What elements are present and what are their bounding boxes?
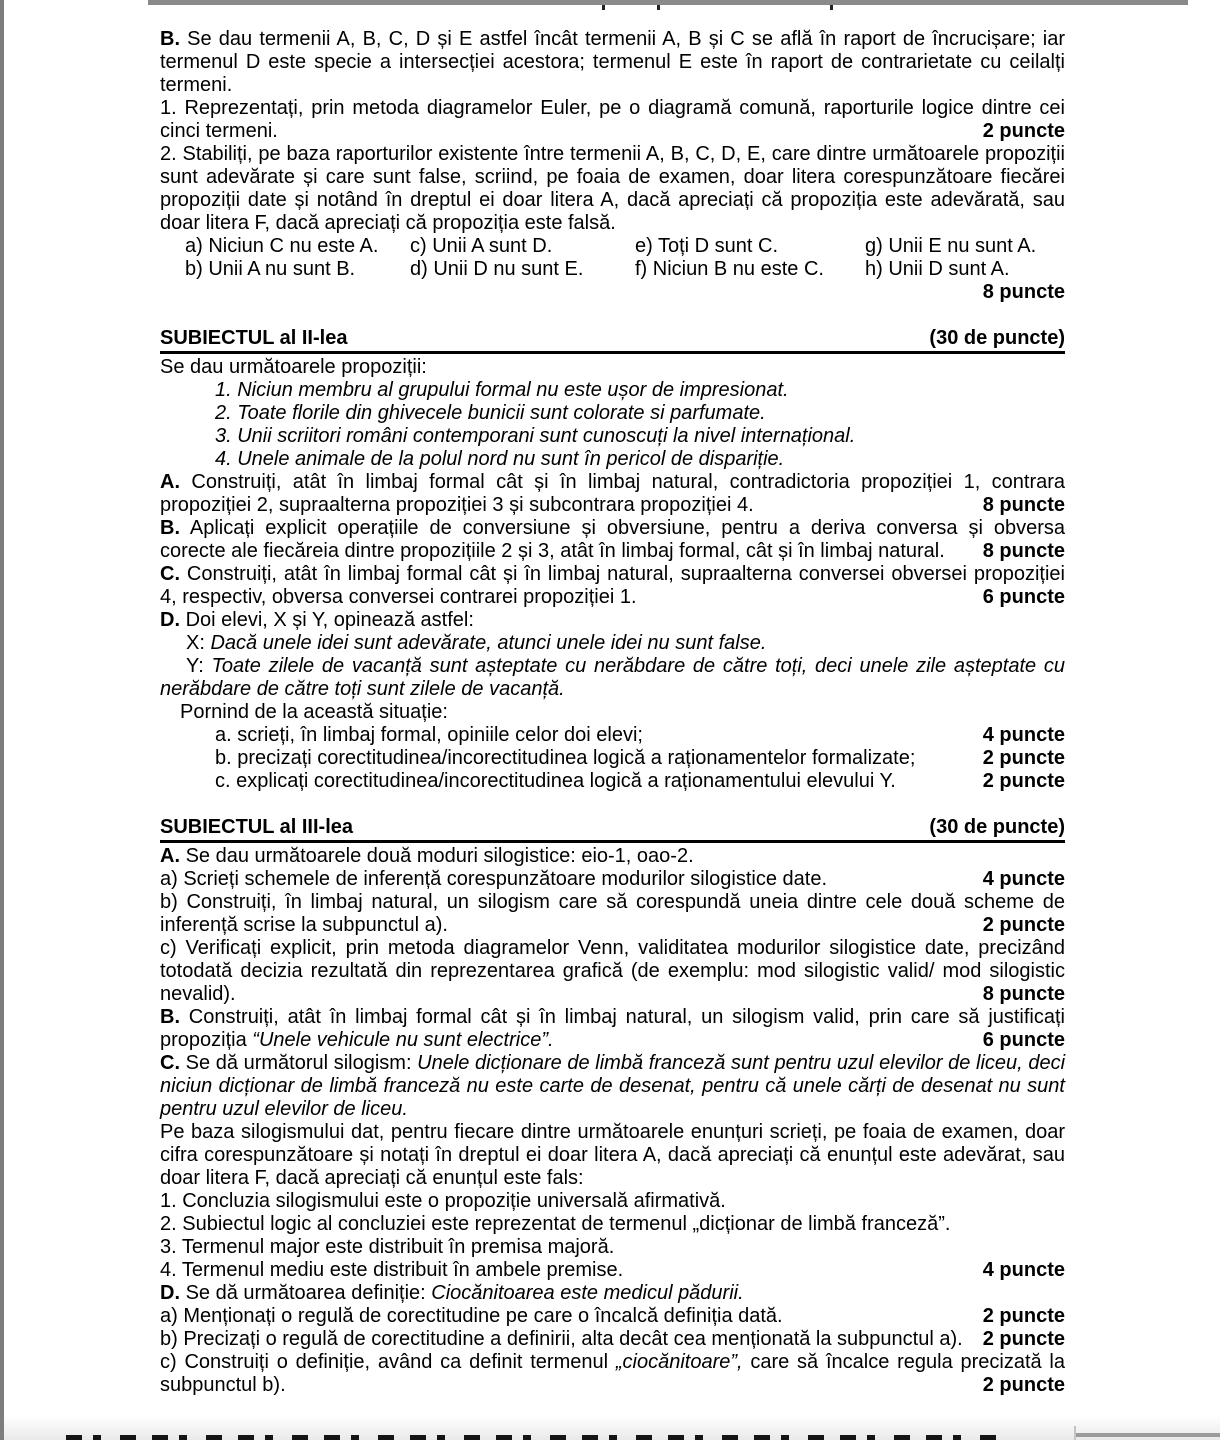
task-paragraph-IIA bbox=[160, 471, 1065, 517]
next-page-clipped-text bbox=[66, 1435, 1006, 1440]
points-badge: 6 puncte bbox=[982, 586, 1065, 608]
opinion-text: Dacă unele idei sunt adevărate, atunci unele idei nu sunt false. bbox=[210, 632, 767, 654]
points-badge: 2 puncte bbox=[982, 1328, 1065, 1350]
option-e: e) Toți D sunt C. bbox=[635, 235, 779, 257]
quoted-definition: Ciocănitoarea este medicul pădurii. bbox=[431, 1282, 744, 1304]
task-text: Construiți, atât în limbaj formal cât și în limbaj natural, un silogism valid, prin care să justificați propoziția bbox=[160, 1006, 1066, 1051]
subtask-text: care să încalce regula precizată la subpunctul b). bbox=[160, 1351, 1065, 1396]
instruction-paragraph: Pe baza silogismului dat, pentru fiecare dintre următoarele enunțuri scrieți, pe foaia de examen, doar cifra corespunzătoare și notați în dreptul ei doar litera A, dacă apreciați că enunțul este adevărat, sau doar litera F, dacă apreciați că enunțul este fals: bbox=[160, 1121, 1065, 1189]
statement-2 bbox=[160, 1213, 1065, 1236]
subtask-text: b) Construiți, în limbaj natural, un silogism care să corespundă uneia dintre cele două scheme de inferență scrise la subpunctul a). bbox=[160, 891, 1065, 936]
subtask-text: a) Scrieți schemele de inferență corespunzătoare modurilor silogistice date. bbox=[160, 868, 828, 890]
opinion-text: Toate zilele de vacanță sunt așteptate cu nerăbdare de către toți, deci unele zile așteptate cu nerăbdare de către toți sunt zilele de vacanță. bbox=[160, 655, 1065, 700]
task-label: D. bbox=[160, 609, 180, 631]
task-paragraph-IIIB bbox=[160, 1006, 1065, 1052]
proposition-item-2: 2. Toate florile din ghivecele bunicii sunt colorate si parfumate. bbox=[215, 402, 766, 424]
task-text: Se dă următoarea definiție: bbox=[185, 1282, 432, 1304]
points-badge: 8 puncte bbox=[982, 540, 1065, 562]
section-header-III bbox=[160, 816, 1065, 843]
points-badge: 2 puncte bbox=[982, 770, 1065, 792]
option-h: h) Unii D sunt A. bbox=[865, 258, 1010, 280]
option-d: d) Unii D nu sunt E. bbox=[410, 258, 584, 280]
points-badge: 8 puncte bbox=[982, 281, 1065, 303]
task-paragraph-IIIC bbox=[160, 1052, 1065, 1121]
proposition-item-4: 4. Unele animale de la polul nord nu sunt în pericol de dispariție. bbox=[215, 448, 785, 470]
section-points: (30 de puncte) bbox=[929, 816, 1065, 838]
subtask-text: a) Menționați o regulă de corectitudine pe care o încalcă definiția dată. bbox=[160, 1305, 783, 1327]
task-paragraph-IB1 bbox=[160, 97, 1065, 143]
statement-1 bbox=[160, 1190, 1065, 1213]
quoted-term: „ciocănitoare”, bbox=[615, 1351, 743, 1373]
opinion-x bbox=[160, 632, 1065, 655]
clipped-table-tick bbox=[830, 5, 833, 10]
quoted-syllogism: Unele dicționare de limbă franceză sunt pentru uzul elevilor de liceu, deci niciun dicționar de limbă franceză nu este carte de desenat, pentru că unele cărți de desenat nu sunt pentru uzul elevilor de liceu. bbox=[160, 1052, 1066, 1120]
subtask-text: c) Construiți o definiție, având ca definit termenul bbox=[160, 1351, 616, 1373]
task-label: A. bbox=[160, 845, 180, 867]
opinion-label: X: bbox=[186, 632, 205, 654]
opinion-label: Y: bbox=[186, 655, 204, 677]
points-badge: 2 puncte bbox=[982, 747, 1065, 769]
option-c: c) Unii A sunt D. bbox=[410, 235, 553, 257]
situation-line: Pornind de la această situație: bbox=[180, 701, 448, 723]
task-label: D. bbox=[160, 1282, 180, 1304]
task-paragraph-IB2 bbox=[160, 143, 1065, 235]
task-text: Se dau următoarele două moduri silogistice: eio-1, oao-2. bbox=[185, 845, 694, 867]
task-label: C. bbox=[160, 1052, 180, 1074]
subtask-IIIDb bbox=[160, 1328, 1065, 1351]
section-intro bbox=[160, 356, 1065, 379]
statement-3 bbox=[160, 1236, 1065, 1259]
subtask-IIIDa bbox=[160, 1305, 1065, 1328]
points-badge: 8 puncte bbox=[982, 494, 1065, 516]
task-text: Construiți, atât în limbaj formal cât și în limbaj natural, contradictoria propoziției 1, contrara propoziției 2, supraalterna propoziției 3 și subcontrara propoziției 4. bbox=[160, 471, 1066, 516]
task-label: C. bbox=[160, 563, 180, 585]
task-text: Construiți, atât în limbaj formal cât și în limbaj natural, supraalterna conversei obversei propoziției 4, respectiv, obversa conversei contrarei propoziției 1. bbox=[160, 563, 1065, 608]
task-text: Aplicați explicit operațiile de conversiune și obversiune, pentru a deriva conversa și obversa corecte ale fiecăreia dintre propozițiile 2 și 3, atât în limbaj formal, cât și în limbaj natural. bbox=[160, 517, 1066, 562]
task-paragraph-IB bbox=[160, 28, 1065, 97]
clipped-table-rule-bottom bbox=[1075, 1433, 1220, 1437]
subtask-IIb bbox=[160, 747, 1065, 770]
points-badge: 4 puncte bbox=[982, 868, 1065, 890]
option-g: g) Unii E nu sunt A. bbox=[865, 235, 1037, 257]
points-badge: 2 puncte bbox=[982, 1374, 1065, 1396]
points-badge: 8 puncte bbox=[982, 983, 1065, 1005]
subtask-IIa bbox=[160, 724, 1065, 747]
task-paragraph-IID bbox=[160, 609, 1065, 632]
viewer-left-edge-bar bbox=[0, 0, 4, 1440]
task-label: A. bbox=[160, 471, 180, 493]
clipped-table-tick bbox=[602, 5, 605, 10]
points-badge: 2 puncte bbox=[982, 914, 1065, 936]
subtask-text: c. explicați corectitudinea/incorectitudinea logică a raționamentului elevului Y. bbox=[215, 770, 896, 792]
points-badge: 6 puncte bbox=[982, 1029, 1065, 1051]
task-label: B. bbox=[160, 1006, 180, 1028]
clipped-table-rule-top bbox=[148, 0, 1188, 5]
task-text: Se dă următorul silogism: bbox=[185, 1052, 418, 1074]
clipped-table-tick bbox=[657, 5, 660, 10]
task-text: Doi elevi, X și Y, opinează astfel: bbox=[185, 609, 474, 631]
points-badge: 4 puncte bbox=[982, 1259, 1065, 1281]
points-badge: 2 puncte bbox=[982, 1305, 1065, 1327]
subtask-text: b) Precizați o regulă de corectitudine a definirii, alta decât cea menționată la subpunctul a). bbox=[160, 1328, 963, 1350]
proposition-item-1: 1. Niciun membru al grupului formal nu este ușor de impresionat. bbox=[215, 379, 789, 401]
statement-text: 2. Subiectul logic al concluziei este reprezentat de termenul „dicționar de limbă franceză”. bbox=[160, 1213, 951, 1235]
task-paragraph-IIB bbox=[160, 517, 1065, 563]
clipped-table-divider bbox=[1074, 1426, 1076, 1440]
statement-4 bbox=[160, 1259, 1065, 1282]
exam-page bbox=[160, 28, 1065, 1397]
task-text: Se dau termenii A, B, C, D și E astfel încât termenii A, B și C se află în raport de încrucișare; iar termenul D este specie a intersecției acestora; termenul E este în raport de contrarietate cu ceilalți termeni. bbox=[160, 28, 1066, 96]
section-header-II bbox=[160, 327, 1065, 354]
statement-text: 1. Concluzia silogismului este o propoziție universală afirmativă. bbox=[160, 1190, 726, 1212]
option-f: f) Niciun B nu este C. bbox=[635, 258, 824, 280]
subtask-IIIc bbox=[160, 937, 1065, 1006]
section-title: SUBIECTUL al II-lea bbox=[160, 327, 348, 349]
quoted-proposition: “Unele vehicule nu sunt electrice”. bbox=[252, 1029, 554, 1051]
option-b: b) Unii A nu sunt B. bbox=[185, 258, 356, 280]
points-badge: 2 puncte bbox=[982, 120, 1065, 142]
task-paragraph-IIIA bbox=[160, 845, 1065, 868]
statement-text: 3. Termenul major este distribuit în premisa majoră. bbox=[160, 1236, 615, 1258]
task-label: B. bbox=[160, 28, 180, 50]
section-title: SUBIECTUL al III-lea bbox=[160, 816, 354, 838]
answer-options-grid bbox=[160, 235, 1065, 281]
task-paragraph-IIC bbox=[160, 563, 1065, 609]
statement-text: 4. Termenul mediu este distribuit în ambele premise. bbox=[160, 1259, 624, 1281]
section-points: (30 de puncte) bbox=[929, 327, 1065, 349]
subtask-text: c) Verificați explicit, prin metoda diagramelor Venn, validitatea modurilor silogistice date, precizând totodată decizia rezultată din reprezentarea grafică (de exemplu: mod silogistic valid/ mod silogistic nevalid). bbox=[160, 937, 1065, 1005]
points-badge: 4 puncte bbox=[982, 724, 1065, 746]
task-text: 2. Stabiliți, pe baza raporturilor existente între termenii A, B, C, D, E, care dintre următoarele propoziții sunt adevărate și care sunt false, scriind, pe foaia de examen, doar litera corespunzătoare fiecărei propoziții date și notând în dreptul ei doar litera A, dacă apreciați că propoziția este adevărată, sau doar litera F, dacă apreciați că propoziția este falsă. bbox=[160, 143, 1065, 234]
subtask-IIIDc bbox=[160, 1351, 1065, 1397]
proposition-item-3: 3. Unii scriitori români contemporani sunt cunoscuți la nivel internațional. bbox=[215, 425, 856, 447]
subtask-IIIb bbox=[160, 891, 1065, 937]
subtask-IIc bbox=[160, 770, 1065, 793]
subtask-IIIa bbox=[160, 868, 1065, 891]
option-a: a) Niciun C nu este A. bbox=[185, 235, 379, 257]
intro-text: Se dau următoarele propoziții: bbox=[160, 356, 427, 378]
task-text: 1. Reprezentați, prin metoda diagramelor Euler, pe o diagramă comună, raporturile logice dintre cei cinci termeni. bbox=[160, 97, 1065, 142]
opinion-y bbox=[160, 655, 1065, 701]
subtask-text: a. scrieți, în limbaj formal, opiniile celor doi elevi; bbox=[215, 724, 643, 746]
subtask-text: b. precizați corectitudinea/incorectitudinea logică a raționamentelor formalizate; bbox=[215, 747, 916, 769]
task-label: B. bbox=[160, 517, 180, 539]
task-paragraph-IIID bbox=[160, 1282, 1065, 1305]
